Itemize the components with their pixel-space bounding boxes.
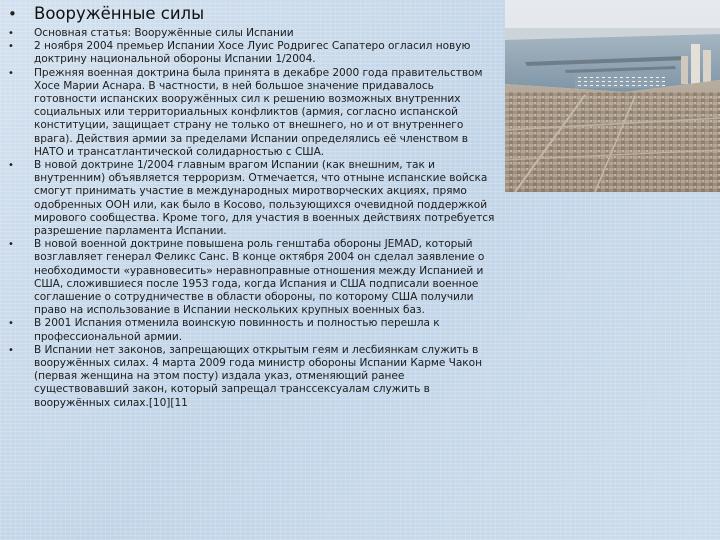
bullet-icon: • (8, 318, 14, 330)
bullet-icon: • (8, 344, 14, 356)
list-item-text: Основная статья: Вооружённые силы Испании (34, 27, 294, 39)
list-item (8, 40, 498, 66)
title-row (8, 4, 204, 23)
list-item (8, 317, 498, 343)
list-item (8, 344, 498, 410)
bullet-icon: • (8, 160, 14, 172)
list-item-text: В новой доктрине 1/2004 главным врагом Испании (как внешним, так и внутренним) объявляется терроризм. Отмечается, что отныне испанские войска смогут принимать участие в международных миротворческих акциях, прямо одобренных ООН или, как было в Косово, пользующихся очевидной поддержкой мирового сообщества. Кроме того, для участия в военных действиях потребуется разрешение парламента Испании. (34, 159, 495, 238)
bullet-icon: • (8, 41, 14, 53)
bullet-icon: • (8, 28, 14, 39)
aerial-city-harbor-photo (505, 0, 720, 192)
bullet-icon: • (8, 67, 14, 79)
bullet-icon: • (8, 239, 14, 251)
bullet-list (8, 27, 498, 410)
list-item (8, 67, 498, 159)
list-item-text: В 2001 Испания отменила воинскую повинность и полностью перешла к профессиональной армии. (34, 317, 440, 343)
list-item-text: 2 ноября 2004 премьер Испании Хосе Луис Родригес Сапатеро огласил новую доктрину национальной обороны Испании 1/2004. (34, 40, 471, 66)
slide-title: Вооружённые силы (34, 4, 205, 23)
list-item (8, 238, 498, 317)
list-item-text: В Испании нет законов, запрещающих открытым геям и лесбиянкам служить в вооружённых силах. 4 марта 2009 года министр обороны Испании Карме Чакон (первая женщина на этом посту) издала указ, отменяющий ранее существовавший закон, который запрещал транссексуалам служить в вооружённых силах.[10][11 (34, 343, 482, 409)
title-bullet-icon: • (8, 4, 17, 23)
list-item (8, 27, 498, 40)
list-item-text: В новой военной доктрине повышена роль генштаба обороны JEMAD, который возглавляет генерал Феликс Санс. В конце октября 2004 он сделал заявление о необходимости «уравновесить» неравноправные отношения между Испанией и США, сложившиеся после 1953 года, когда Испания и США подписали военное соглашение о сотрудничестве в области обороны, по которому США получили право на использование в Испании нескольких крупных военных баз. (34, 238, 485, 317)
list-item (8, 159, 498, 238)
list-item-text: Прежняя военная доктрина была принята в декабре 2000 года правительством Хосе Марии Аснара. В частности, в ней большое значение придавалось готовности испанских вооружённых сил к решению возможных внутренних социальных или территориальных конфликтов (армия, согласно испанской конституции, защищает страну не только от внешнего, но и от внутреннего врага). Действия армии за пределами Испании определялись её членством в НАТО и трансатлантической солидарностью с США. (34, 66, 483, 158)
